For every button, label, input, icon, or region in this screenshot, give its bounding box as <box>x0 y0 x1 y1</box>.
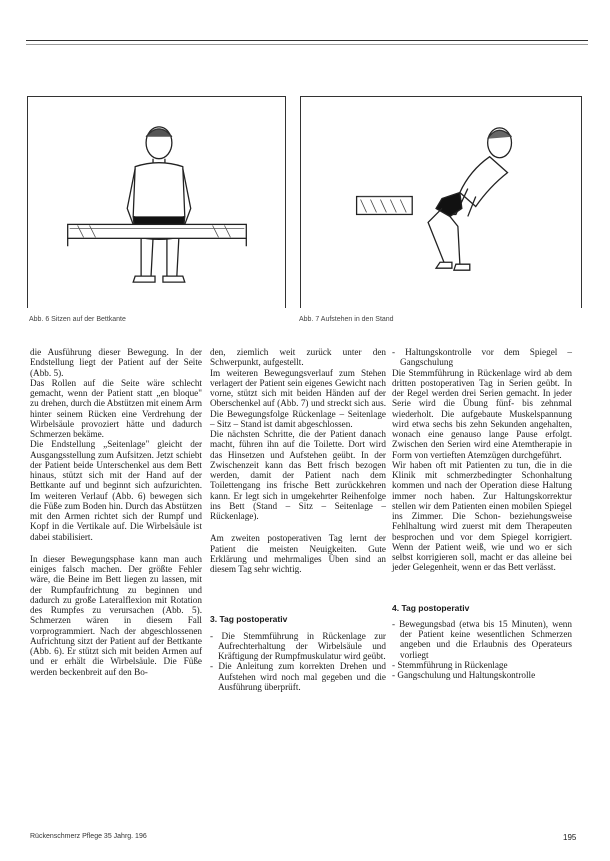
figure-7-illustration <box>300 96 582 308</box>
paragraph: Am zweiten postoperativen Tag lernt der Patient die meisten Neuigkeiten. Gute Erklärung und mehrmaliges Üben sind an diesem Tag sehr wichtig. <box>210 533 386 574</box>
section-heading-day-4: 4. Tag postoperativ <box>392 602 470 613</box>
list-item: - Die Anleitung zum korrekten Drehen und Aufstehen wird noch mal gegeben und die Ausführung überprüft. <box>210 661 386 692</box>
paragraph: Im weiteren Bewegungsverlauf zum Stehen verlagert der Patient sein eigenes Gewicht nach vorne, stützt sich mit beiden Händen auf der Oberschenkel auf (Abb. 7) und streckt sich aus. Die Bewegungsfolge Rückenlage – Seitenlage – Sitz – Stand ist damit abgeschlossen. <box>210 367 386 429</box>
figure-7-caption: Abb. 7 Aufstehen in den Stand <box>299 316 394 323</box>
list-item: - Gangschulung und Haltungskontrolle <box>392 670 536 680</box>
paragraph: In dieser Bewegungsphase kann man auch einiges falsch machen. Der größte Fehler wäre, die Beine im Bett liegen zu lassen, mit der Rumpfaufrichtung zu beginnen und dadurch zu große Lateralflexion mit Rotation des Rumpfes zu verursachen (Abb. 5). Schmerzen wären in diesem Fall vorprogrammiert. Nach der abgeschlossenen Aufrichtung sitzt der Patient auf der Bettkante (Abb. 6). Er stützt sich mit beiden Armen auf und er erhält die Wirbelsäule. Die Füße werden beckenbreit auf den Bo- <box>30 553 202 677</box>
figure-6-illustration <box>27 96 286 308</box>
paragraph: Die nächsten Schritte, die der Patient danach macht, führen ihn auf die Toilette. Dort wird das Hinsetzen und Aufstehen geübt. In der Zwischenzeit kann das Bett frisch bezogen werden, damit der Patient nach dem Toilettengang ins frische Bett zurückkehren kann. Er legt sich in umgekehrter Reihenfolge ins Bett (Stand – Sitz – Seitenlage – Rückenlage). <box>210 429 386 521</box>
paragraph: den, ziemlich weit zurück unter den Schwerpunkt, aufgestellt. <box>210 347 386 368</box>
text-column-3 <box>392 347 572 680</box>
page-number: 195 <box>563 833 577 842</box>
list-item: - Bewegungsbad (etwa bis 15 Minuten), wenn der Patient keine wesentlichen Schmerzen angeben und die Erlaubnis des Operateurs vorliegt <box>392 618 572 660</box>
header-rule <box>26 40 588 41</box>
list-item: - Haltungskontrolle vor dem Spiegel – Gangschulung <box>392 347 572 368</box>
paragraph: die Ausführung dieser Bewegung. In der Endstellung liegt der Patient auf der Seite (Abb. 5). <box>30 347 202 378</box>
journal-footer: Rückenschmerz Pflege 35 Jahrg. 196 <box>30 833 147 840</box>
list-item: - Die Stemmführung in Rückenlage zur Aufrechterhaltung der Wirbelsäule und Kräftigung der Rumpfmuskulatur wird geübt. <box>210 630 386 661</box>
paragraph: Die Endstellung „Seitenlage" gleicht der Ausgangsstellung zum Aufsitzen. Jetzt schiebt der Patient beide Unterschenkel aus dem Bett hinaus, stützt sich mit der Hand auf der Bettkante auf und beginnt sich aufzurichten. Im weiteren Verlauf (Abb. 6) bewegen sich die Füße zum Boden hin. Durch das Abstützen mit den Armen richtet sich der Rumpf und Kopf in die Vertikale auf. Die Wirbelsäule ist dabei stabilisiert. <box>30 439 202 542</box>
paragraph: Das Rollen auf die Seite wäre schlecht gemacht, wenn der Patient statt „en bloque" zu drehen, durch die Abstützen mit einem Arm hinter seinem Rücken eine Verdrehung der Wirbelsäule provoziert hätte und dadurch Schmerzen bekäme. <box>30 377 202 439</box>
section-heading-day-3: 3. Tag postoperativ <box>210 614 288 625</box>
paragraph: Die Stemmführung in Rückenlage wird ab dem dritten postoperativen Tag in Serien geübt. In der Regel werden drei Serien gemacht. In jeder Serie wird die Übung fünf- bis zehnmal wiederholt. Die aufgebaute Muskelspannung wird etwa sechs bis zehn Sekunden angehalten, wonach eine genauso lange Pause erfolgt. Zwischen den Serien wird eine Atemtherapie in Form von vertieften Atemzügen durchgeführt. <box>392 367 572 460</box>
text-column-2 <box>210 347 386 692</box>
figure-6-caption: Abb. 6 Sitzen auf der Bettkante <box>29 316 126 323</box>
list-item: - Stemmführung in Rückenlage <box>392 659 508 670</box>
paragraph: Wir haben oft mit Patienten zu tun, die in die Klinik mit schmerzbedingter Schonhaltung kommen und nach der Operation diese Haltung immer noch haben. Zur Haltungskorrektur stellen wir dem Patienten einen mobilen Spiegel ins Zimmer. Die Schon- beziehungsweise Fehlhaltung wird zuerst mit dem Therapeuten besprochen und vor dem Spiegel korrigiert. Wenn der Patient weiß, wie und wo er sich selbst korrigieren soll, macht er das alleine bei jeder Gelegenheit, wenn er das Bett verlässt. <box>392 459 572 573</box>
text-column-1 <box>30 347 202 677</box>
header-rule-thin <box>26 44 588 45</box>
